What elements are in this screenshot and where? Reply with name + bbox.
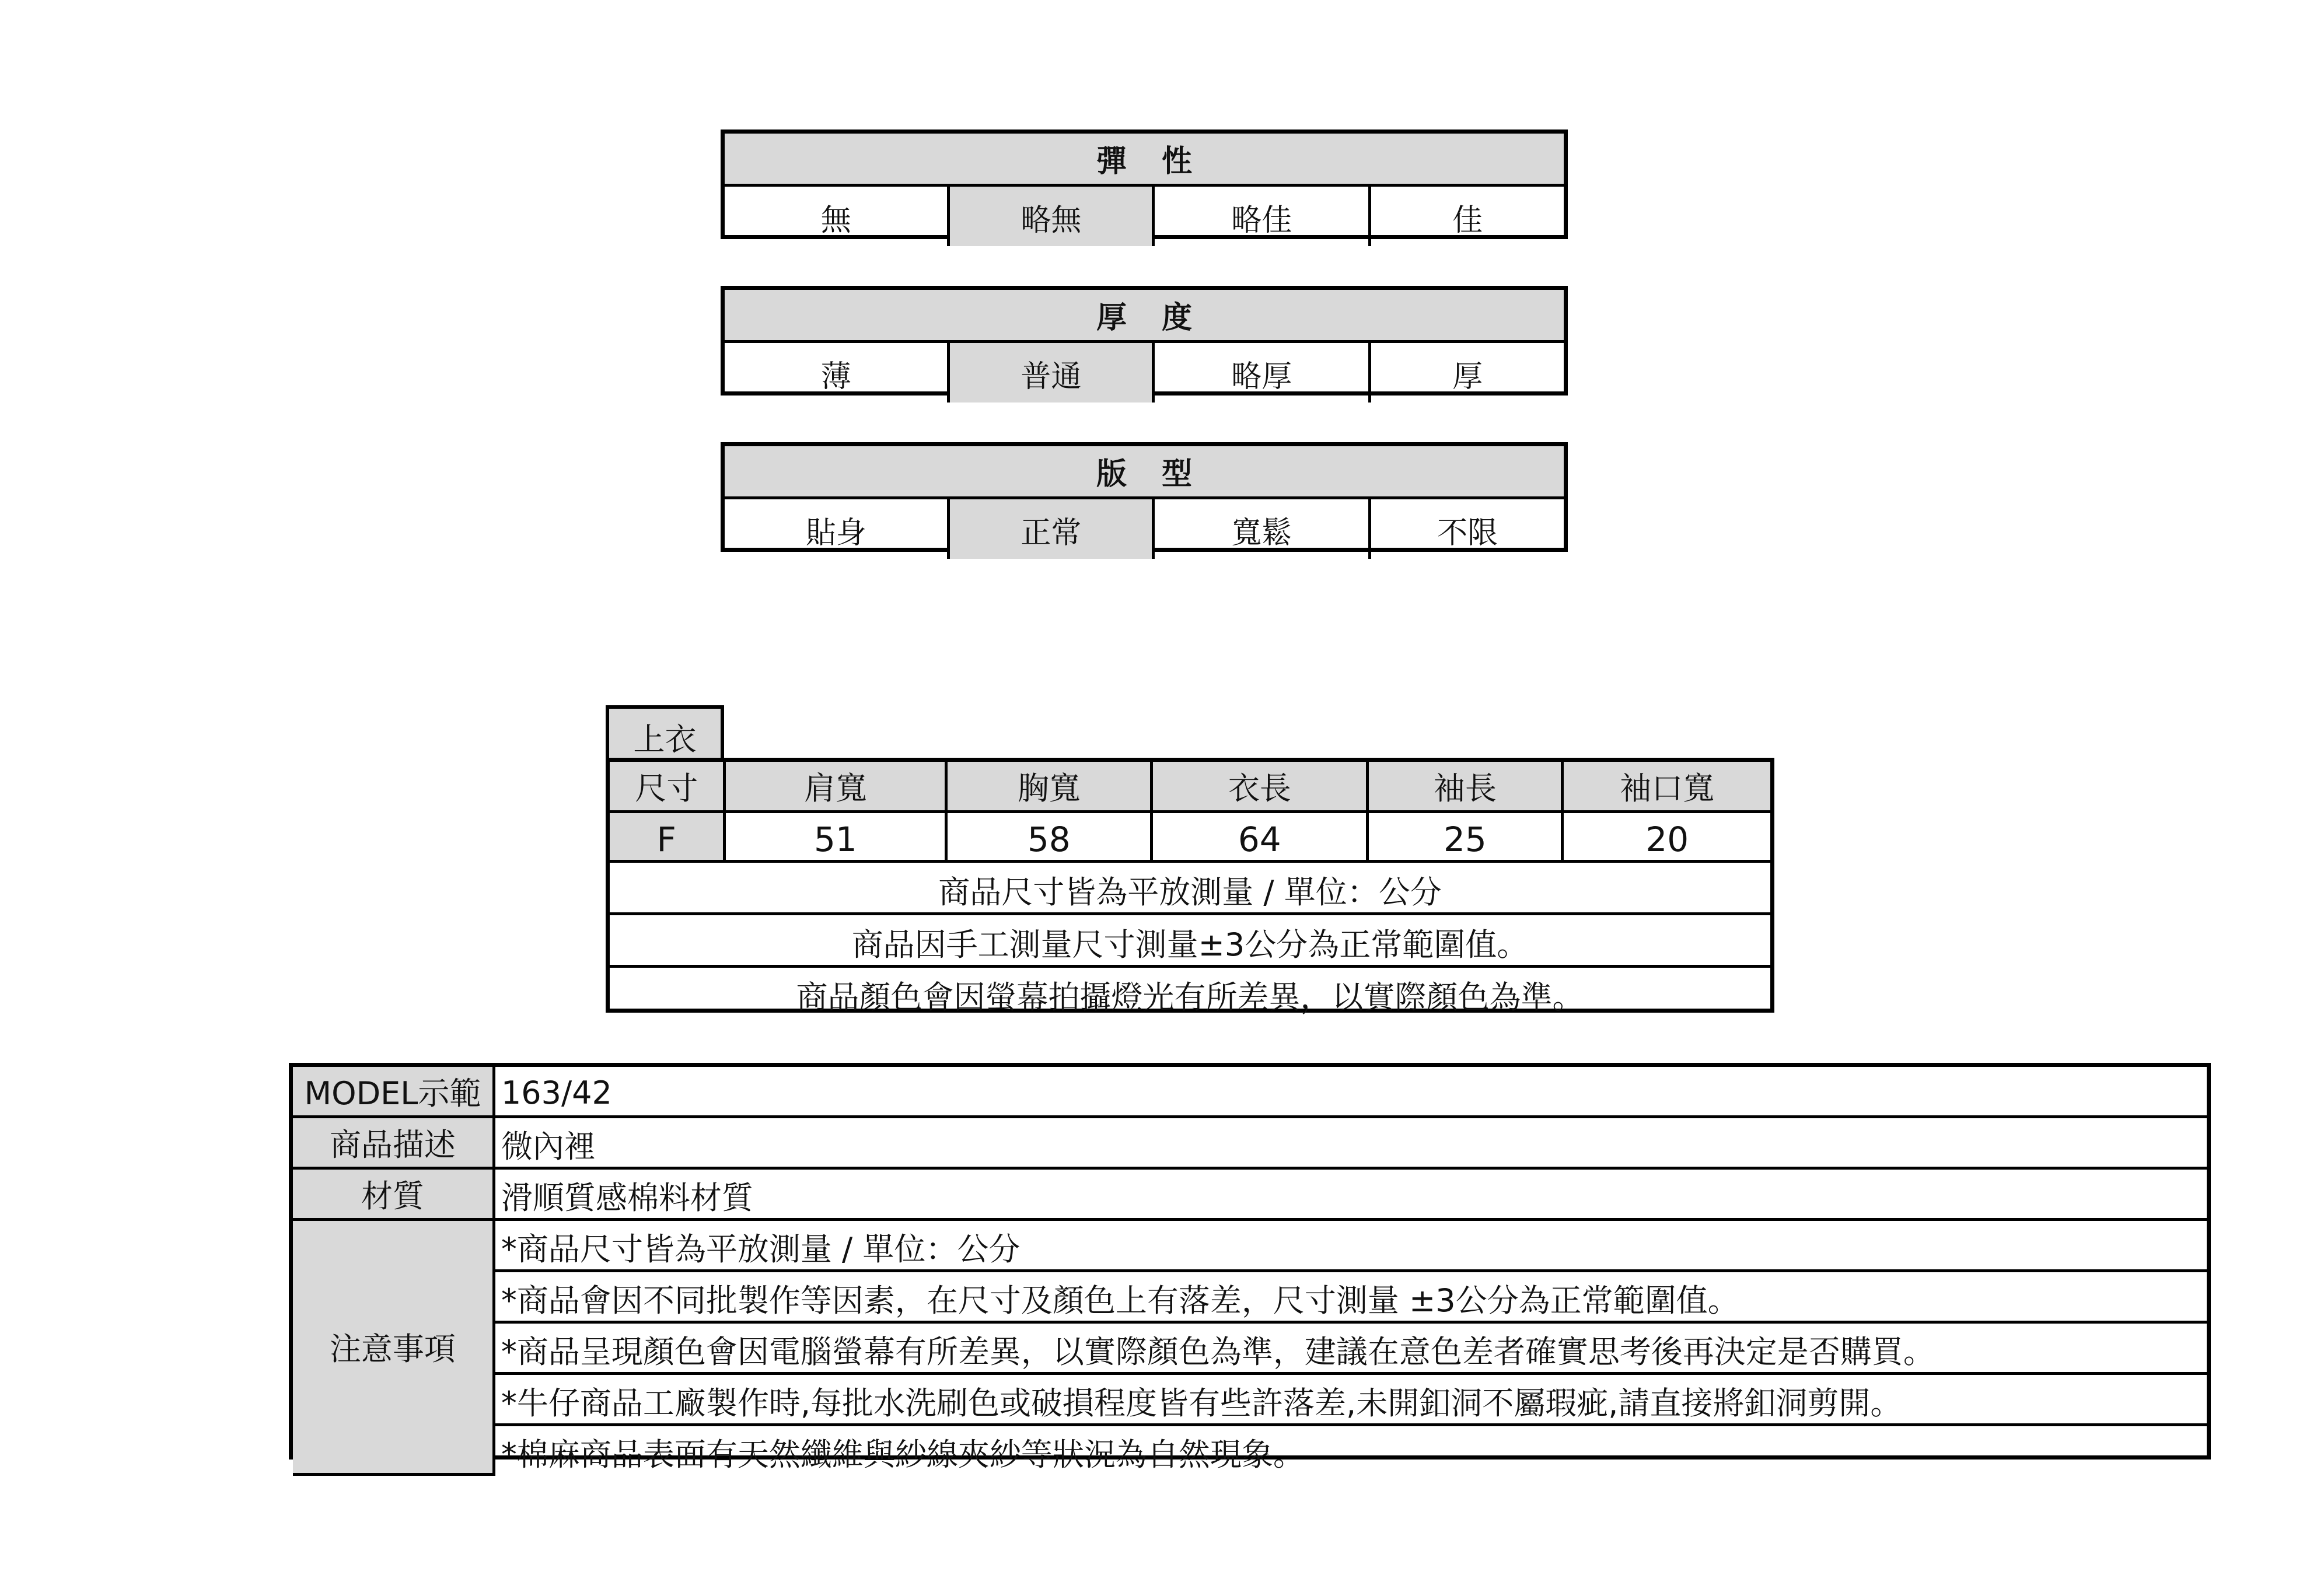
notice-item: *牛仔商品工廠製作時,每批水洗刷色或破損程度皆有些許落差,未開釦洞不屬瑕疵,請直接將釦洞剪開。 [494, 1373, 2207, 1424]
description-value: 微內裡 [494, 1116, 2207, 1168]
material-value: 滑順質感棉料材質 [494, 1168, 2207, 1219]
elasticity-option-slightly-none: 略無 [949, 185, 1154, 246]
size-note-3: 商品顏色會因螢幕拍攝燈光有所差異，以實際顏色為準。 [610, 966, 1770, 1017]
col-length: 衣長 [1152, 762, 1368, 811]
value-cell: 51 [725, 811, 946, 861]
size-note-1: 商品尺寸皆為平放測量 / 單位：公分 [610, 861, 1770, 914]
size-table-tag: 上衣 [606, 705, 724, 758]
notice-item: *棉麻商品表面有天然纖維與紗線夾紗等狀況為自然現象。 [494, 1424, 2207, 1475]
model-value: 163/42 [494, 1067, 2207, 1116]
notice-label: 注意事項 [293, 1219, 494, 1475]
col-shoulder-width: 肩寬 [725, 762, 946, 811]
notice-item: *商品會因不同批製作等因素，在尺寸及顏色上有落差，尺寸測量 ±3公分為正常範圍值。 [494, 1270, 2207, 1322]
col-cuff-width: 袖口寬 [1563, 762, 1770, 811]
col-chest-width: 胸寬 [946, 762, 1152, 811]
elasticity-title: 彈性 [725, 134, 1564, 185]
value-cell: 25 [1368, 811, 1563, 861]
fit-option-regular: 正常 [949, 498, 1154, 559]
elasticity-option-slightly-good: 略佳 [1154, 185, 1370, 246]
thickness-option-thin: 薄 [725, 341, 949, 402]
elasticity-option-good: 佳 [1370, 185, 1564, 246]
thickness-title: 厚度 [725, 290, 1564, 341]
fit-option-any: 不限 [1370, 498, 1564, 559]
fit-option-fitted: 貼身 [725, 498, 949, 559]
notice-item: *商品尺寸皆為平放測量 / 單位：公分 [494, 1219, 2207, 1270]
value-cell: 58 [946, 811, 1152, 861]
fit-option-loose: 寬鬆 [1154, 498, 1370, 559]
notice-item: *商品呈現顏色會因電腦螢幕有所差異，以實際顏色為準，建議在意色差者確實思考後再決定是否購買。 [494, 1322, 2207, 1373]
fit-title: 版型 [725, 446, 1564, 498]
value-cell: 20 [1563, 811, 1770, 861]
thickness-box [721, 286, 1568, 396]
fit-box [721, 442, 1568, 552]
size-note-2: 商品因手工測量尺寸測量±3公分為正常範圍值。 [610, 914, 1770, 966]
size-header-label: 尺寸 [610, 762, 725, 811]
col-sleeve-length: 袖長 [1368, 762, 1563, 811]
product-info-table [289, 1063, 2211, 1473]
value-cell: 64 [1152, 811, 1368, 861]
elasticity-option-none: 無 [725, 185, 949, 246]
size-table [606, 758, 1774, 1016]
description-label: 商品描述 [293, 1116, 494, 1168]
elasticity-box [721, 130, 1568, 239]
model-label: MODEL示範 [293, 1067, 494, 1116]
table-row [610, 811, 1770, 861]
thickness-option-normal: 普通 [949, 341, 1154, 402]
thickness-option-slightly-thick: 略厚 [1154, 341, 1370, 402]
material-label: 材質 [293, 1168, 494, 1219]
thickness-option-thick: 厚 [1370, 341, 1564, 402]
size-cell: F [610, 811, 725, 861]
